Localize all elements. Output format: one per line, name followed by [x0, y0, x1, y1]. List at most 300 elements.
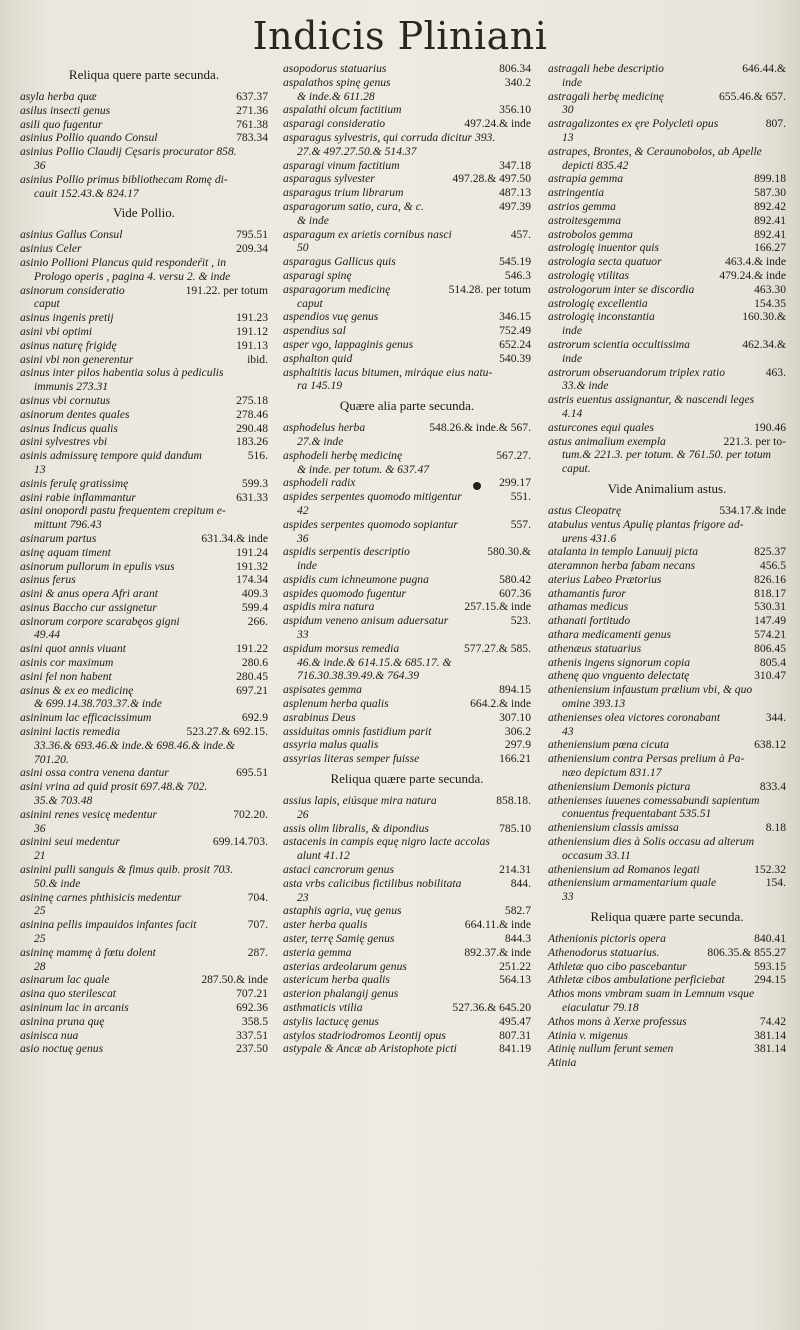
entry-term: asini vbi non generentur — [20, 352, 134, 366]
entry-continuation: 23 — [297, 890, 309, 904]
entry-term: asterion phalangij genus — [283, 987, 399, 1001]
index-entry — [283, 228, 531, 256]
entry-term: asper vgo, lappaginis genus — [283, 337, 414, 351]
entry-reference: 456.5 — [759, 559, 786, 573]
index-entry — [20, 684, 268, 712]
entry-term: asthmaticis vtilia — [283, 1001, 363, 1014]
entry-term: athenienses olea victores coronabant — [548, 710, 721, 724]
entry-continuation: 49.44 — [34, 628, 61, 642]
entry-continuation: 50.& inde — [34, 876, 81, 890]
entry-term: asparagus trium librarum — [283, 186, 404, 200]
entry-term: atheniensium classis amissa — [548, 821, 679, 835]
entry-term: asini vbi optimi — [20, 324, 93, 338]
entry-continuation: urens 431.6 — [562, 531, 617, 545]
entry-term: Atinię nullum ferunt semen — [548, 1042, 674, 1056]
entry-term: asparagum ex arietis cornibus nasci — [283, 227, 452, 241]
entry-reference: 607.36 — [499, 586, 531, 600]
entry-reference: 557. — [510, 517, 531, 531]
index-entry — [20, 339, 268, 353]
index-entry — [20, 1029, 268, 1043]
index-entry — [283, 738, 531, 752]
index-entry — [20, 808, 268, 836]
entry-term: aspendios vuę genus — [283, 310, 379, 324]
index-entry — [283, 614, 531, 642]
entry-term: atheniensium armamentarium quale — [548, 876, 717, 890]
entry-reference: 337.51 — [236, 1028, 268, 1042]
index-entry — [20, 504, 268, 532]
entry-reference: 704. — [247, 890, 268, 904]
entry-reference: 646.44.& — [742, 62, 786, 75]
entry-term: asinis ferulę gratissimę — [20, 476, 129, 490]
section-heading: Quære alia parte secunda. — [339, 398, 475, 414]
index-entry — [548, 876, 786, 904]
entry-term: astrologię inuentor quis — [548, 241, 660, 255]
section-heading: Reliqua quære parte secunda. — [330, 771, 484, 787]
index-entry — [548, 932, 786, 946]
index-entry — [20, 353, 268, 367]
index-entry — [283, 711, 531, 725]
entry-reference: 844.3 — [504, 932, 531, 946]
entry-term: athenę quo vnguento delectatę — [548, 669, 690, 683]
entry-term: astrapia gemma — [548, 172, 624, 186]
entry-reference: 664.11.& inde — [464, 918, 531, 932]
entry-term: atheniensium contra Persas prelium à Pa- — [548, 752, 745, 766]
entry-continuation: 27.& inde — [297, 434, 344, 448]
entry-term: asinini lactis remedia — [20, 725, 121, 739]
index-entry — [20, 946, 268, 974]
index-entry — [548, 1042, 786, 1056]
entry-reference: 152.32 — [754, 862, 786, 876]
entry-term: asinis admissurę tempore quid dandum — [20, 449, 202, 463]
index-entry — [20, 615, 268, 643]
entry-reference: 409.3 — [241, 587, 268, 601]
entry-term: asparagi consideratio — [283, 117, 386, 131]
entry-term: asili quo fugentur — [20, 117, 103, 131]
entry-term: asphaltitis lacus bitumen, miráque eius natu- — [283, 365, 493, 379]
index-entry — [20, 532, 268, 546]
entry-term: asina quo sterilescat — [20, 987, 116, 1001]
entry-term: asteria gemma — [283, 945, 352, 959]
entry-term: astragalizontes ex ęre Polycleti opus — [548, 117, 719, 131]
entry-reference: 457. — [510, 227, 531, 241]
entry-term: atheniensium dies à Solis occasu ad alterum — [548, 835, 755, 849]
entry-term: Atinia — [548, 1056, 577, 1070]
entry-term: assiduitas omnis fastidium parit — [283, 724, 432, 738]
entry-reference: 806.45 — [754, 641, 786, 655]
entry-continuation: occasum 33.11 — [562, 848, 631, 862]
entry-term: aspides serpentes quomodo mitigentur — [283, 490, 462, 504]
index-entry — [548, 297, 786, 311]
entry-continuation: caput — [297, 296, 323, 310]
index-entry — [20, 491, 268, 505]
index-entry — [548, 435, 786, 476]
entry-reference: 567.27. — [496, 448, 531, 462]
entry-reference: 166.21 — [499, 752, 531, 766]
entry-reference: 266. — [247, 614, 268, 628]
index-entry — [20, 656, 268, 670]
entry-term: asparagi spinę — [283, 268, 352, 282]
entry-term: aster, terrę Samię genus — [283, 932, 395, 946]
entry-term: Athos mons vmbram suam in Lemnum vsque — [548, 987, 755, 1001]
index-entry — [20, 973, 268, 987]
index-entry — [548, 504, 786, 518]
entry-reference: 174.34 — [236, 573, 268, 587]
index-entry — [283, 324, 531, 338]
index-entry — [20, 780, 268, 808]
entry-term: asinorum pullorum in epulis vsus — [20, 559, 175, 573]
entry-reference: 707.21 — [236, 987, 268, 1001]
entry-reference: 783.34 — [236, 131, 268, 145]
entry-continuation: & 699.14.38.703.37.& inde — [34, 697, 162, 711]
entry-term: asini onopordi pastu frequentem crepitum e- — [20, 504, 226, 518]
entry-reference: 463.4.& inde — [725, 255, 786, 269]
entry-term: asininę mammę à fœtu dolent — [20, 945, 156, 959]
index-entry — [20, 711, 268, 725]
index-entry — [283, 1015, 531, 1029]
entry-continuation: 33 — [562, 890, 574, 904]
entry-reference: 752.49 — [499, 324, 531, 338]
entry-continuation: conuentus frequentabant 535.51 — [562, 807, 712, 821]
entry-continuation: 43 — [562, 724, 574, 738]
index-entry — [548, 283, 786, 297]
entry-reference: 807.31 — [499, 1028, 531, 1042]
entry-term: asinus & ex eo medicinę — [20, 683, 134, 697]
entry-reference: 548.26.& inde.& 567. — [429, 421, 531, 435]
entry-reference: 190.46 — [754, 420, 786, 434]
entry-term: astrios gemma — [548, 199, 616, 213]
entry-term: astrologia secta quatuor — [548, 255, 662, 269]
entry-reference: 545.19 — [499, 255, 531, 269]
entry-reference: 664.2.& inde — [470, 697, 531, 711]
entry-reference: 795.51 — [236, 228, 268, 242]
entry-reference: 892.42 — [754, 199, 786, 213]
ink-blot — [473, 482, 481, 490]
entry-reference: 495.47 — [499, 1014, 531, 1028]
entry-term: asinarum partus — [20, 531, 97, 545]
entry-reference: 275.18 — [236, 393, 268, 407]
entry-reference: 381.14 — [754, 1042, 786, 1056]
entry-reference: 381.14 — [754, 1028, 786, 1042]
entry-reference: 74.42 — [759, 1014, 786, 1028]
index-entry — [283, 973, 531, 987]
index-entry — [20, 422, 268, 436]
entry-term: asinus Baccho cur assignetur — [20, 600, 157, 614]
entry-continuation: alunt 41.12 — [297, 849, 350, 863]
index-entry — [20, 835, 268, 863]
index-entry — [20, 1042, 268, 1056]
entry-reference: 209.34 — [236, 242, 268, 256]
entry-reference: 463. — [765, 365, 786, 379]
entry-reference: 652.24 — [499, 337, 531, 351]
entry-term: assius lapis, eiúsque mira natura — [283, 794, 437, 808]
entry-reference: 306.2 — [504, 724, 531, 738]
index-entry — [20, 725, 268, 766]
entry-term: asinina pellis impauidos infantes facit — [20, 918, 197, 932]
entry-reference: 841.19 — [499, 1042, 531, 1056]
index-entry — [548, 117, 786, 145]
index-entry — [20, 918, 268, 946]
entry-continuation: immunis 273.31 — [34, 380, 109, 394]
index-entry — [548, 421, 786, 435]
entry-continuation: 4.14 — [562, 406, 583, 420]
entry-reference: 191.13 — [236, 338, 268, 352]
entry-term: asinius Pollio primus bibliothecam Romę di- — [20, 172, 228, 186]
index-entry — [20, 104, 268, 118]
entry-reference: 487.13 — [499, 186, 531, 200]
index-entry — [20, 90, 268, 104]
entry-continuation: 36 — [34, 821, 46, 835]
entry-reference: 892.37.& inde — [464, 945, 531, 959]
index-entry — [20, 325, 268, 339]
entry-term: asinus ingenis pretij — [20, 311, 114, 325]
entry-term: astylos stadriodromos Leontij opus — [283, 1028, 446, 1042]
index-entry — [548, 573, 786, 587]
entry-reference: 574.21 — [754, 628, 786, 642]
entry-term: asininum lac efficacissimum — [20, 711, 152, 725]
index-entry — [283, 918, 531, 932]
entry-term: asini quot annis viuant — [20, 642, 126, 656]
entry-reference: 257.15.& inde — [464, 600, 531, 614]
index-entry — [20, 256, 268, 284]
entry-term: astringentia — [548, 186, 605, 200]
entry-term: asinis cor maximum — [20, 656, 114, 670]
entry-term: astericum herba qualis — [283, 973, 390, 987]
entry-term: assyria malus qualis — [283, 738, 379, 752]
entry-reference: 894.15 — [499, 683, 531, 697]
index-entry — [20, 863, 268, 891]
entry-reference: 577.27.& 585. — [464, 641, 531, 655]
entry-continuation: 35.& 703.48 — [34, 794, 93, 808]
index-entry — [283, 255, 531, 269]
entry-term: asinini pulli sanguis & fimus quib. prosit 703. — [20, 863, 234, 877]
index-entry — [20, 435, 268, 449]
index-entry — [283, 987, 531, 1001]
entry-reference: 806.35.& 855.27 — [707, 945, 786, 959]
entry-reference: 358.5 — [241, 1014, 268, 1028]
index-entry — [20, 573, 268, 587]
index-entry — [548, 835, 786, 863]
entry-term: astacenis in campis equę nigro lacte accolas — [283, 835, 490, 849]
entry-term: astylis lactucę genus — [283, 1014, 379, 1028]
index-entry — [283, 932, 531, 946]
index-entry — [20, 987, 268, 1001]
entry-reference: 497.28.& 497.50 — [452, 172, 531, 186]
index-entry — [20, 1001, 268, 1015]
index-entry — [283, 822, 531, 836]
index-entry — [20, 766, 268, 780]
entry-reference: 497.39 — [499, 199, 531, 213]
index-entry — [548, 1015, 786, 1029]
entry-reference: 599.3 — [241, 476, 268, 490]
entry-continuation: inde — [297, 559, 317, 573]
index-entry — [283, 683, 531, 697]
entry-continuation: næo depictum 831.17 — [562, 766, 662, 780]
entry-continuation: tum.& 221.3. per totum. & 761.50. per totum caput. — [562, 448, 772, 476]
index-entry — [283, 946, 531, 960]
entry-reference: 191.12 — [236, 324, 268, 338]
index-entry — [548, 863, 786, 877]
index-entry — [548, 269, 786, 283]
index-entry — [548, 310, 786, 338]
index-entry — [283, 587, 531, 601]
entry-reference: 191.24 — [236, 545, 268, 559]
index-entry — [548, 587, 786, 601]
entry-reference: 462.34.& — [742, 337, 786, 351]
entry-reference: 580.30.& — [487, 545, 531, 559]
entry-term: asparagorum satio, cura, & c. — [283, 199, 424, 213]
index-entry — [283, 159, 531, 173]
index-entry — [20, 477, 268, 491]
entry-term: asphodelus herba — [283, 421, 366, 435]
entry-term: astris euentus assignantur, & nascendi leges — [548, 393, 755, 407]
entry-term: astragali herbę medicinę — [548, 89, 664, 103]
entry-term: astaphis agria, vuę genus — [283, 904, 402, 918]
entry-reference: 287.50.& inde — [201, 973, 268, 987]
entry-reference: 825.37 — [754, 545, 786, 559]
entry-term: asinius Pollio quando Consul — [20, 131, 158, 145]
index-entry — [283, 600, 531, 614]
entry-term: athanati fortitudo — [548, 614, 631, 628]
entry-term: aspidum morsus remedia — [283, 641, 400, 655]
entry-reference: 160.30.& — [742, 310, 786, 324]
entry-term: Athletæ quo cibo pascebantur — [548, 959, 687, 973]
entry-term: atalanta in templo Lanuuij picta — [548, 545, 699, 559]
entry-term: astus animalium exempla — [548, 434, 666, 448]
entry-term: asinisca nua — [20, 1028, 79, 1042]
entry-reference: 599.4 — [241, 600, 268, 614]
entry-reference: 356.10 — [499, 103, 531, 117]
entry-reference: 280.6 — [241, 656, 268, 670]
index-entry — [20, 642, 268, 656]
index-entry — [548, 711, 786, 739]
entry-reference: 147.49 — [754, 614, 786, 628]
entry-continuation: inde — [562, 75, 582, 89]
index-entry — [283, 338, 531, 352]
entry-term: asinus vbi cornutus — [20, 393, 111, 407]
index-entry — [20, 394, 268, 408]
index-entry — [283, 421, 531, 449]
index-entry — [548, 780, 786, 794]
index-entry — [283, 200, 531, 228]
entry-reference: 527.36.& 645.20 — [452, 1001, 531, 1014]
entry-continuation: mittunt 796.43 — [34, 518, 102, 532]
entry-continuation: 50 — [297, 241, 309, 255]
entry-reference: 191.22 — [236, 642, 268, 656]
index-entry — [548, 973, 786, 987]
entry-term: asphodeli herbę medicinę — [283, 448, 403, 462]
entry-term: astroitesgemma — [548, 213, 621, 227]
entry-term: assyrias literas semper fuisse — [283, 752, 420, 766]
entry-reference: 637.37 — [236, 90, 268, 103]
entry-reference: 844. — [510, 876, 531, 890]
entry-term: aspisates gemma — [283, 683, 362, 697]
entry-continuation: inde — [562, 324, 582, 338]
index-entry — [20, 670, 268, 684]
index-entry — [548, 987, 786, 1015]
index-entry — [283, 960, 531, 974]
entry-term: Athletæ cibos ambulatione perficiebat — [548, 973, 725, 987]
index-entry — [20, 145, 268, 173]
entry-reference: 280.45 — [236, 669, 268, 683]
index-entry — [283, 62, 531, 76]
entry-continuation: 25 — [34, 932, 46, 946]
entry-reference: 892.41 — [754, 213, 786, 227]
entry-reference: 497.24.& inde — [464, 117, 531, 131]
index-entry — [548, 559, 786, 573]
index-entry — [548, 683, 786, 711]
index-entry — [283, 752, 531, 766]
index-entry — [548, 752, 786, 780]
entry-term: astrologię excellentia — [548, 296, 648, 310]
entry-term: asterias ardeolarum genus — [283, 959, 407, 973]
entry-term: asio noctuę genus — [20, 1042, 104, 1056]
entry-reference: 340.2 — [504, 75, 531, 89]
entry-term: asini fel non habent — [20, 669, 112, 683]
entry-reference: 278.46 — [236, 407, 268, 421]
index-column-1 — [20, 62, 268, 1056]
entry-term: asininum lac in arcanis — [20, 1001, 129, 1014]
entry-reference: 761.38 — [236, 117, 268, 131]
entry-continuation: 13 — [34, 462, 46, 476]
index-entry — [548, 172, 786, 186]
section-heading: Vide Animalium astus. — [607, 480, 727, 496]
index-entry — [283, 794, 531, 822]
index-entry — [548, 186, 786, 200]
entry-reference: 892.41 — [754, 227, 786, 241]
entry-reference: 191.23 — [236, 311, 268, 325]
index-entry — [548, 241, 786, 255]
index-entry — [283, 518, 531, 546]
index-entry — [283, 835, 531, 863]
entry-continuation: 36 — [297, 531, 309, 545]
entry-continuation: & inde — [297, 213, 329, 227]
entry-term: asilus insecti genus — [20, 103, 111, 117]
entry-term: asini & anus opera Afri arant — [20, 587, 158, 601]
index-entry — [283, 172, 531, 186]
entry-term: asphodeli radix — [283, 476, 356, 490]
entry-continuation: caput — [34, 297, 60, 311]
entry-continuation: 28 — [34, 959, 46, 973]
section-heading: Vide Pollio. — [112, 205, 176, 221]
index-entry — [548, 145, 786, 173]
section-heading: Reliqua quære parte secunda. — [590, 909, 744, 925]
entry-term: astrologię vtilitas — [548, 268, 630, 282]
entry-term: asinus Indicus qualis — [20, 421, 118, 435]
index-entry — [548, 214, 786, 228]
entry-reference: 191.22. per totum — [185, 283, 268, 297]
entry-reference: 707. — [247, 918, 268, 932]
entry-reference: 237.50 — [236, 1042, 268, 1056]
index-entry — [20, 228, 268, 242]
entry-continuation: 27.& 497.27.50.& 514.37 — [297, 144, 417, 158]
entry-term: asinus ferus — [20, 573, 76, 587]
entry-reference: 593.15 — [754, 959, 786, 973]
entry-term: aterius Labeo Prætorius — [548, 572, 662, 586]
entry-reference: 858.18. — [496, 794, 531, 808]
index-entry — [548, 628, 786, 642]
index-entry — [548, 338, 786, 366]
entry-term: asini sylvestres vbi — [20, 435, 108, 449]
index-entry — [283, 725, 531, 739]
entry-term: athenienses iuuenes comessabundi sapientum — [548, 793, 760, 807]
entry-continuation: omine 393.13 — [562, 697, 626, 711]
entry-term: aspides quomodo fugentur — [283, 586, 407, 600]
entry-reference: 530.31 — [754, 600, 786, 614]
page-title: Indicis Pliniani — [252, 14, 548, 58]
entry-continuation: & inde.& 611.28 — [297, 89, 375, 103]
entry-reference: 154. — [765, 876, 786, 890]
entry-reference: 8.18 — [765, 821, 786, 835]
